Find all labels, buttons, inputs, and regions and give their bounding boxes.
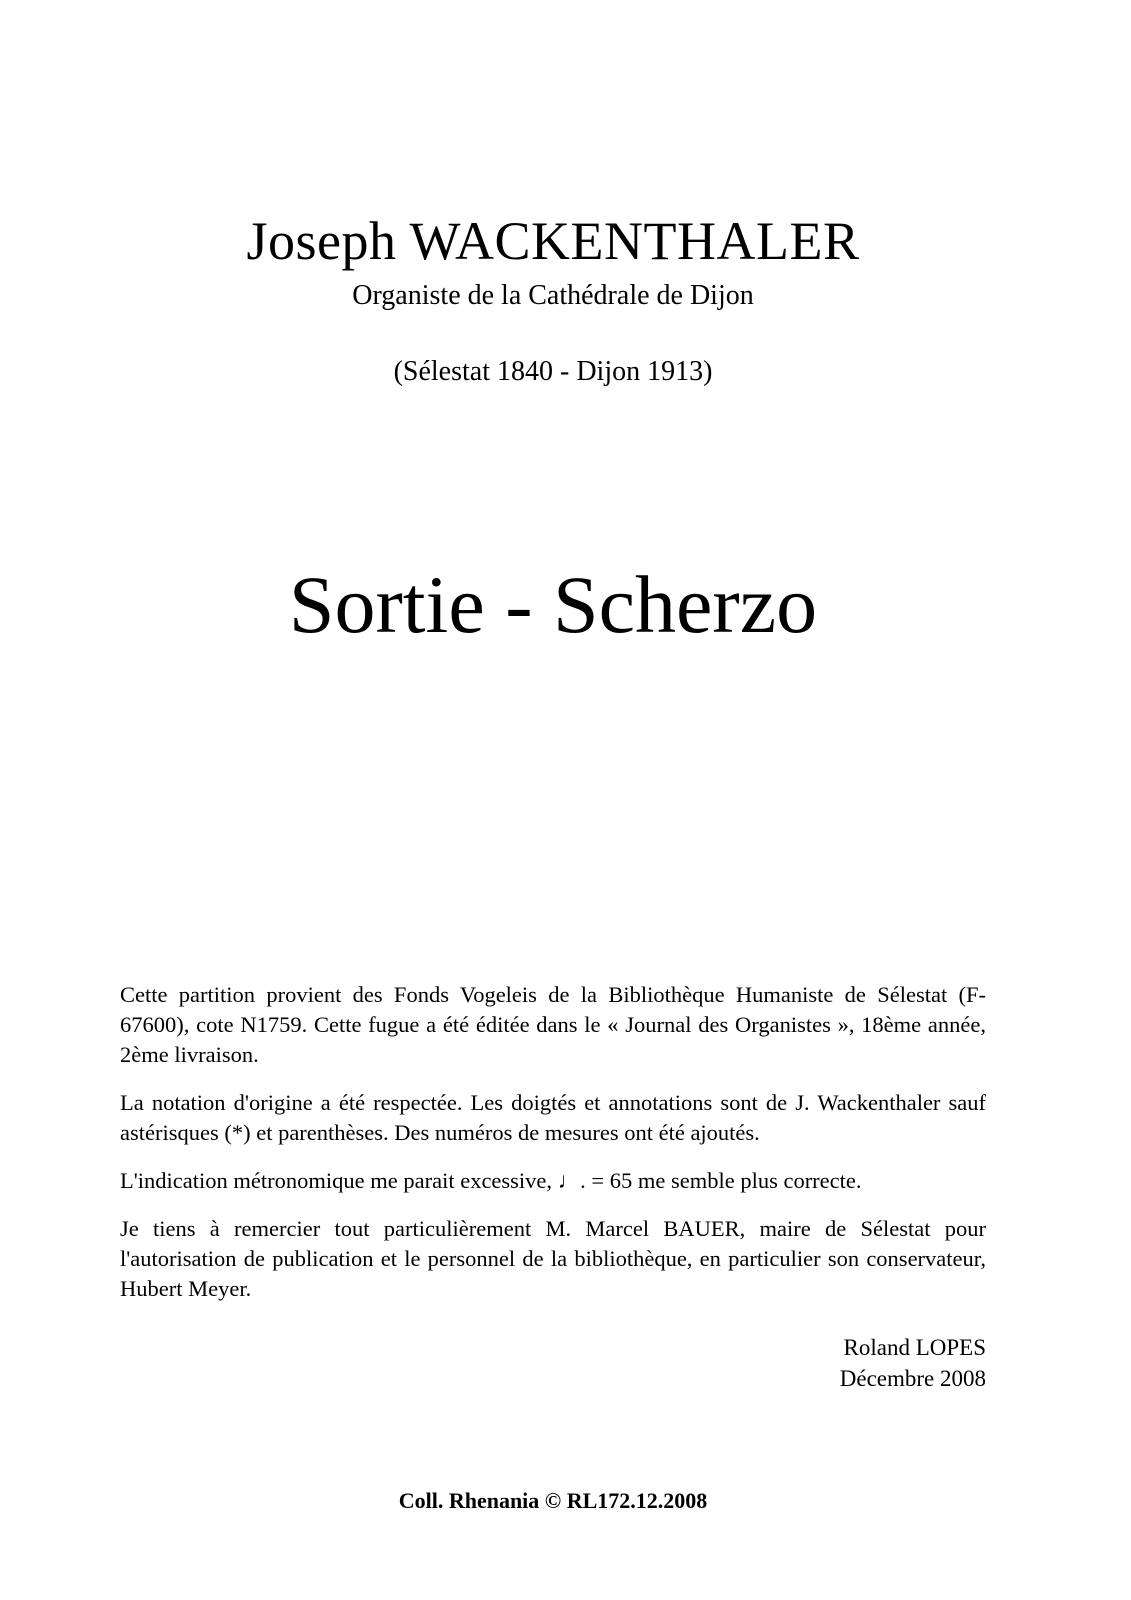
editor-name: Roland LOPES (843, 1335, 986, 1360)
piece-title: Sortie - Scherzo (288, 559, 818, 650)
composer-life-dates: (Sélestat 1840 - Dijon 1913) (393, 355, 713, 387)
note-paragraph-metronome: L'indication métronomique me parait excessive, ♩. = 65 me semble plus correcte. (120, 1168, 862, 1193)
composer-name: Joseph WACKENTHALER (246, 211, 860, 271)
signature (120, 1332, 986, 1394)
title-section (120, 560, 986, 650)
collection-footer (120, 1488, 986, 1514)
composer-role: Organiste de la Cathédrale de Dijon (352, 280, 754, 312)
author-header (120, 212, 986, 389)
collection-copyright: Coll. Rhenania © RL172.12.2008 (398, 1488, 708, 1513)
editorial-notes (120, 980, 986, 1304)
note-paragraph-source: Cette partition provient des Fonds Vogeleis de la Bibliothèque Humaniste de Sélestat (F-67600), cote N1759. Cette fugue a été éditée dans le « Journal des Organistes », 18ème année, 2ème livraison. (120, 982, 986, 1067)
note-paragraph-thanks: Je tiens à remercier tout particulièrement M. Marcel BAUER, maire de Sélestat pour l'autorisation de publication et le personnel de la bibliothèque, en particulier son conservateur, Hubert Meyer. (120, 1216, 986, 1301)
edition-date: Décembre 2008 (839, 1366, 986, 1391)
note-paragraph-notation: La notation d'origine a été respectée. Les doigtés et annotations sont de J. Wackenthaler sauf astérisques (*) et parenthèses. Des numéros de mesures ont été ajoutés. (120, 1090, 986, 1145)
